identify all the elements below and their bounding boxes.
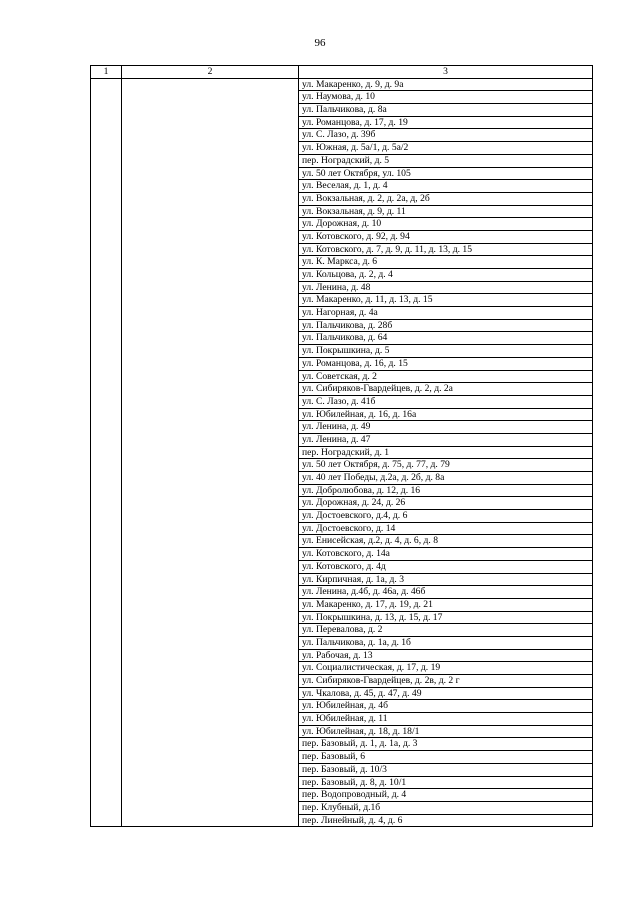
address-cell: ул. Котовского, д. 14а bbox=[299, 548, 593, 561]
address-cell: пер. Линейный, д. 4, д. 6 bbox=[299, 814, 593, 827]
address-cell: ул. Достоевского, д.4, д. 6 bbox=[299, 510, 593, 523]
address-cell: ул. Котовского, д. 7, д. 9, д. 11, д. 13, д. 15 bbox=[299, 243, 593, 256]
address-cell: ул. Достоевского, д. 14 bbox=[299, 522, 593, 535]
address-cell: ул. Макаренко, д. 9, д. 9а bbox=[299, 78, 593, 91]
address-cell: ул. Покрышкина, д. 13, д. 15, д. 17 bbox=[299, 611, 593, 624]
address-cell: ул. Юбилейная, д. 11 bbox=[299, 713, 593, 726]
address-cell: ул. Макаренко, д. 17, д. 19, д. 21 bbox=[299, 598, 593, 611]
address-cell: ул. Сибиряков-Гвардейцев, д. 2, д. 2а bbox=[299, 383, 593, 396]
address-cell: ул. Кирпичная, д. 1а, д. 3 bbox=[299, 573, 593, 586]
address-cell: ул. Пальчикова, д. 28б bbox=[299, 319, 593, 332]
address-cell: ул. С. Лазо, д. 39б bbox=[299, 129, 593, 142]
table-header-row bbox=[91, 66, 593, 79]
address-cell: ул. Пальчикова, д. 64 bbox=[299, 332, 593, 345]
address-cell: ул. Нагорная, д. 4а bbox=[299, 307, 593, 320]
address-cell: пер. Клубный, д.1б bbox=[299, 801, 593, 814]
column-header-1: 1 bbox=[91, 66, 122, 79]
address-cell: ул. Наумова, д. 10 bbox=[299, 91, 593, 104]
address-cell: ул. Романцова, д. 16, д. 15 bbox=[299, 357, 593, 370]
address-cell: пер. Базовый, д. 10/3 bbox=[299, 763, 593, 776]
address-cell: ул. Котовского, д. 92, д. 94 bbox=[299, 230, 593, 243]
address-cell: ул. К. Маркса, д. 6 bbox=[299, 256, 593, 269]
column-header-3: 3 bbox=[299, 66, 593, 79]
address-cell: ул. Вокзальная, д. 2, д. 2а, д, 2б bbox=[299, 192, 593, 205]
address-cell: пер. Базовый, 6 bbox=[299, 751, 593, 764]
address-cell: ул. Вокзальная, д. 9, д. 11 bbox=[299, 205, 593, 218]
address-cell: ул. Добролюбова, д. 12, д. 16 bbox=[299, 484, 593, 497]
address-cell: ул. Ленина, д. 49 bbox=[299, 421, 593, 434]
table-body bbox=[91, 78, 593, 827]
column-header-2: 2 bbox=[122, 66, 299, 79]
address-cell: ул. Пальчикова, д. 8а bbox=[299, 104, 593, 117]
address-cell: ул. Ленина, д. 48 bbox=[299, 281, 593, 294]
address-cell: ул. Юбилейная, д. 16, д. 16а bbox=[299, 408, 593, 421]
address-cell: ул. Енисейская, д.2, д. 4, д. 6, д. 8 bbox=[299, 535, 593, 548]
address-cell: ул. Юбилейная, д. 4б bbox=[299, 700, 593, 713]
address-cell: ул. Южная, д. 5а/1, д. 5а/2 bbox=[299, 142, 593, 155]
address-cell: ул. Юбилейная, д. 18, д. 18/1 bbox=[299, 725, 593, 738]
address-cell: ул. Сибиряков-Гвардейцев, д. 2в, д. 2 г bbox=[299, 675, 593, 688]
address-cell: ул. Кольцова, д. 2, д. 4 bbox=[299, 269, 593, 282]
address-cell: пер. Водопроводный, д. 4 bbox=[299, 789, 593, 802]
address-cell: ул. Ленина, д. 47 bbox=[299, 433, 593, 446]
address-cell: ул. С. Лазо, д. 41б bbox=[299, 395, 593, 408]
address-cell: ул. Социалистическая, д. 17, д. 19 bbox=[299, 662, 593, 675]
table-row bbox=[91, 78, 593, 91]
address-cell: ул. Чкалова, д. 45, д. 47, д. 49 bbox=[299, 687, 593, 700]
address-table bbox=[90, 65, 593, 827]
address-cell: ул. Дорожная, д. 24, д. 26 bbox=[299, 497, 593, 510]
address-cell: ул. Советская, д. 2 bbox=[299, 370, 593, 383]
address-cell: пер. Базовый, д. 8, д. 10/1 bbox=[299, 776, 593, 789]
col2-cell bbox=[122, 78, 299, 827]
address-cell: пер. Ноградский, д. 1 bbox=[299, 446, 593, 459]
address-cell: ул. 50 лет Октября, ул. 105 bbox=[299, 167, 593, 180]
col1-cell bbox=[91, 78, 122, 827]
address-cell: ул. 50 лет Октября, д. 75, д. 77, д. 79 bbox=[299, 459, 593, 472]
address-cell: ул. Пальчикова, д. 1а, д. 1б bbox=[299, 636, 593, 649]
page-number: 96 bbox=[314, 37, 326, 49]
address-cell: ул. Веселая, д. 1, д. 4 bbox=[299, 180, 593, 193]
address-cell: ул. Дорожная, д. 10 bbox=[299, 218, 593, 231]
address-cell: ул. Котовского, д. 4д bbox=[299, 560, 593, 573]
address-cell: пер. Базовый, д. 1, д. 1а, д. 3 bbox=[299, 738, 593, 751]
address-cell: пер. Ноградский, д. 5 bbox=[299, 154, 593, 167]
address-cell: ул. Ленина, д.4б, д. 46а, д. 46б bbox=[299, 586, 593, 599]
address-cell: ул. Романцова, д. 17, д. 19 bbox=[299, 116, 593, 129]
address-cell: ул. 40 лет Победы, д.2а, д. 2б, д. 8а bbox=[299, 472, 593, 485]
address-cell: ул. Рабочая, д. 13 bbox=[299, 649, 593, 662]
address-cell: ул. Макаренко, д. 11, д. 13, д. 15 bbox=[299, 294, 593, 307]
address-cell: ул. Перевалова, д. 2 bbox=[299, 624, 593, 637]
address-cell: ул. Покрышкина, д. 5 bbox=[299, 345, 593, 358]
